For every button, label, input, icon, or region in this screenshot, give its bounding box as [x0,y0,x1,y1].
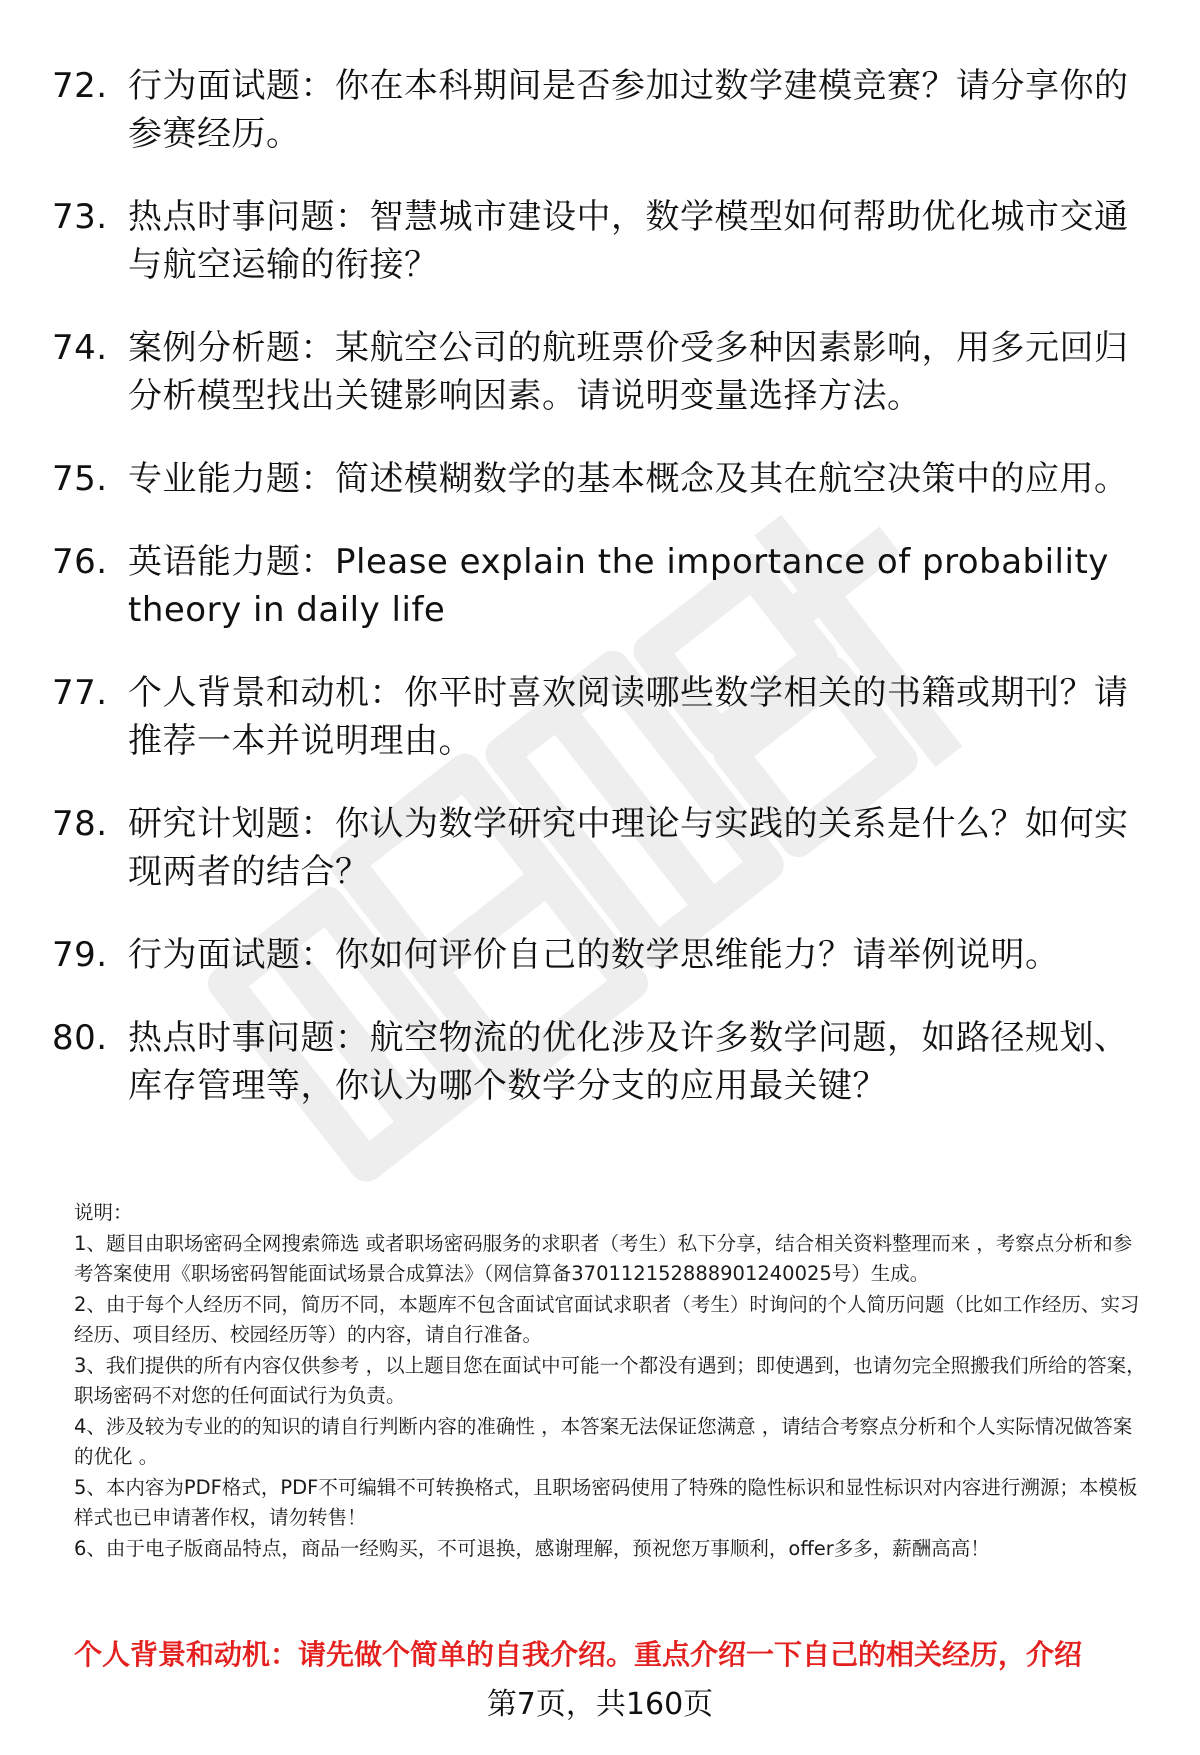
question-number: 78. [52,804,108,844]
question-text: 行为面试题：你在本科期间是否参加过数学建模竞赛？请分享你的参赛经历。 [128,66,1129,154]
note-item: 2、由于每个人经历不同，简历不同，本题库不包含面试官面试求职者（考生）时询问的个人简历问题（比如工作经历、实习经历、项目经历、校园经历等）的内容，请自行准备。 [74,1292,1140,1346]
question-item [52,1014,1142,1110]
question-text: 热点时事问题：智慧城市建设中，数学模型如何帮助优化城市交通与航空运输的衔接？ [128,197,1129,285]
question-number: 73. [52,197,108,237]
question-number: 77. [52,673,108,713]
note-item: 3、我们提供的所有内容仅供参考 ，以上题目您在面试中可能一个都没有遇到；即使遇到，也请勿完全照搬我们所给的答案，职场密码不对您的任何面试行为负责。 [74,1353,1146,1407]
note-item: 6、由于电子版商品特点，商品一经购买，不可退换，感谢理解，预祝您万事顺利，offer多多，薪酬高高！ [74,1536,990,1560]
question-number: 75. [52,459,108,499]
question-item [52,62,1142,158]
question-item [52,193,1142,289]
question-item [52,324,1142,420]
question-text: 案例分析题：某航空公司的航班票价受多种因素影响，用多元回归分析模型找出关键影响因素。请说明变量选择方法。 [128,328,1129,416]
question-text: 个人背景和动机：你平时喜欢阅读哪些数学相关的书籍或期刊？请推荐一本并说明理由。 [128,673,1129,761]
note-item: 1、题目由职场密码全网搜索筛选 或者职场密码服务的求职者（考生）私下分享，结合相关资料整理而来 ，考察点分析和参考答案使用《职场密码智能面试场景合成算法》（网信算备370112152888901240025号）生成。 [74,1231,1133,1285]
notes-title: 说明： [74,1201,133,1224]
question-item [52,538,1142,634]
question-number: 76. [52,542,108,582]
question-number: 80. [52,1018,108,1058]
question-text: 热点时事问题：航空物流的优化涉及许多数学问题，如路径规划、库存管理等，你认为哪个数学分支的应用最关键？ [128,1018,1129,1106]
next-question-preview: 个人背景和动机：请先做个简单的自我介绍。重点介绍一下自己的相关经历，介绍 [74,1638,1083,1671]
question-item [52,931,1142,979]
question-item [52,669,1142,765]
note-item: 4、涉及较为专业的的知识的请自行判断内容的准确性 ，本答案无法保证您满意 ，请结合考察点分析和个人实际情况做答案的优化 。 [74,1414,1133,1468]
disclaimer-notes [74,1198,1146,1564]
question-item [52,455,1142,503]
note-item: 5、本内容为PDF格式，PDF不可编辑不可转换格式，且职场密码使用了特殊的隐性标识和显性标识对内容进行溯源；本模板样式也已申请著作权，请勿转售！ [74,1475,1138,1529]
question-number: 74. [52,328,108,368]
question-list [52,62,1142,1145]
question-text: 专业能力题：简述模糊数学的基本概念及其在航空决策中的应用。 [128,459,1129,499]
question-text: 研究计划题：你认为数学研究中理论与实践的关系是什么？如何实现两者的结合？ [128,804,1129,892]
question-text: 行为面试题：你如何评价自己的数学思维能力？请举例说明。 [128,935,1060,975]
page-number: 第7页，共160页 [486,1687,714,1722]
question-number: 79. [52,935,108,975]
question-number: 72. [52,66,108,106]
question-text: 英语能力题：Please explain the importance of probability theory in daily life [128,542,1109,630]
question-item [52,800,1142,896]
